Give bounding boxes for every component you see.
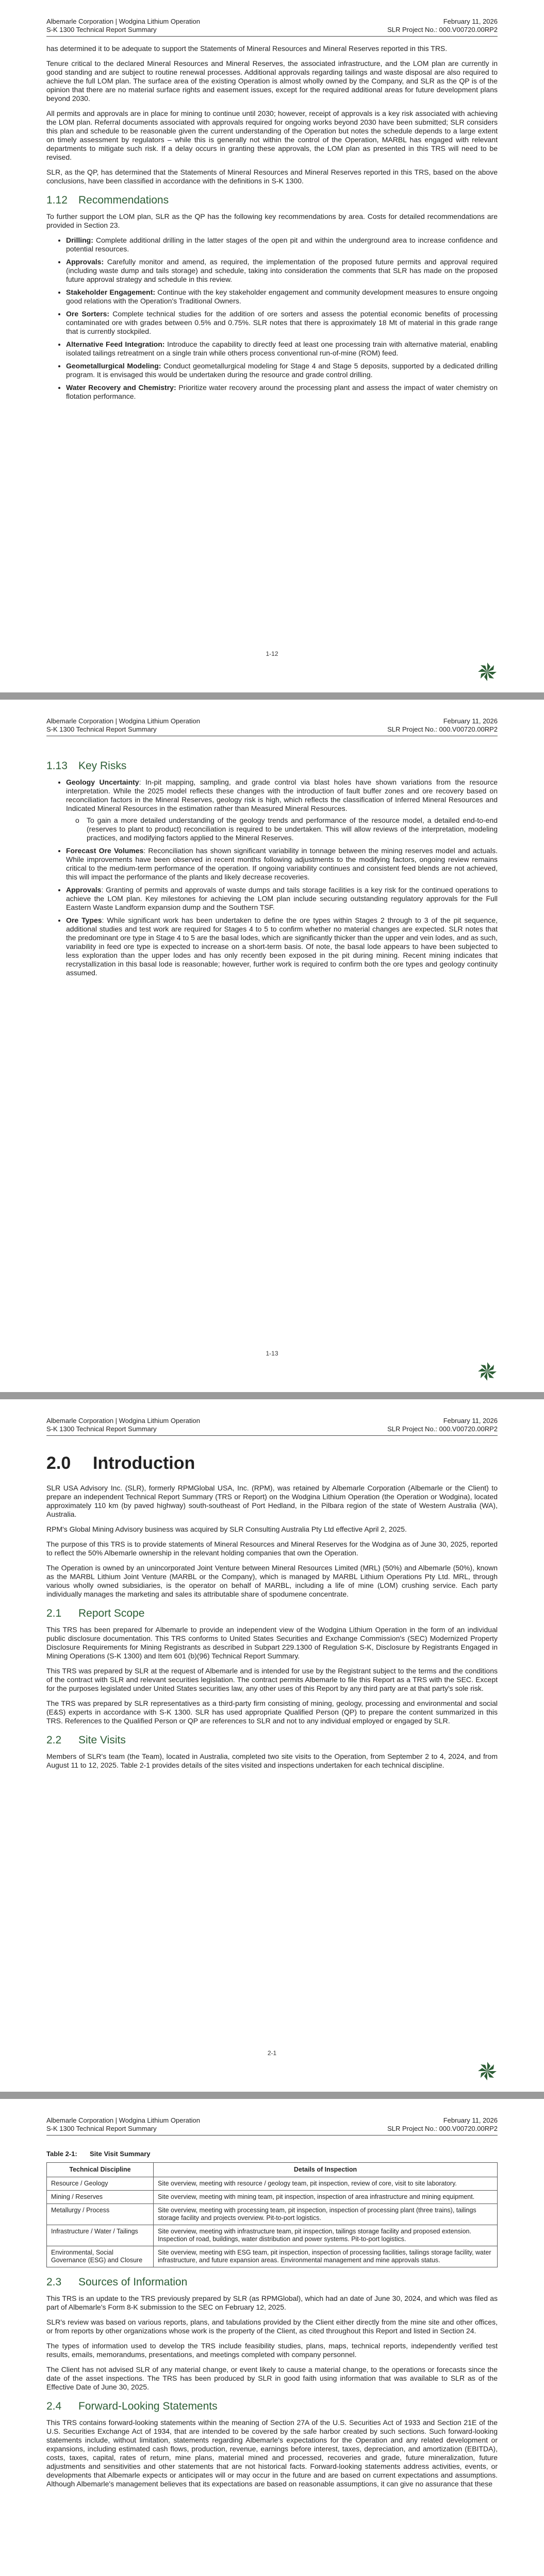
header-company: Albemarle Corporation | Wodgina Lithium Operation xyxy=(46,1417,200,1425)
table-caption: Table 2-1: Site Visit Summary xyxy=(46,2150,151,2158)
chapter-heading: 2.0 Introduction xyxy=(46,1453,195,1473)
page-body xyxy=(46,44,498,406)
paragraph: This TRS is an update to the TRS previously prepared by SLR (as RPMGlobal), which had an date of June 30, 2024, and which was filed as part of Albemarle's Form 8-K submission to the SEC on February 12, 2025. xyxy=(46,2294,498,2311)
list-item: • Ore Types: While significant work has been undertaken to define the ore types within Stages 2 through to 3 of the pit sequence, additional studies and test work are required for Stages 4 to 5 to confirm whether no material changes are expected. SLR notes that the predominant ore type in Stage 4 to 5 are the basal lodes, which are significantly thicker than the upper and vein lodes, and as such, variability in feed ore type is expected to increase on a short-term basis. Of note, the basal lode appears to have been subjected to less exploration than the upper lodes and has only recently been exposed in the pit during mining. Recent mining indicates that recrystallization in this basal lode is reasonable; however, further work is required to confirm both the ore types and geology continuity assumed. xyxy=(66,916,498,977)
section-heading: 2.4 Forward-Looking Statements xyxy=(46,2400,218,2412)
page-body xyxy=(46,751,498,982)
header-date: February 11, 2026 xyxy=(443,2116,498,2124)
list-item: • Approvals: Carefully monitor and amend, as required, the implementation of the proposed future permits and approval required (including waste dump and tails storage) and schedule, taking into consideration the comments that SLR has made on the proposed future approval strategy and schedule in this review. xyxy=(66,258,498,284)
list-item: • Forecast Ore Volumes: Reconciliation has shown significant variability in tonnage between the mining reserves model and actuals. While improvements have been observed in recent months following adjustments to the modifying factors, ongoing review remains critical to the medium-term performance of the operation. If ongoing variability continues and consistent feed blends are not achieved, this will impact the performance of the plants and likely decrease recoveries. xyxy=(66,846,498,882)
paragraph: SLR's review was based on various reports, plans, and tabulations provided by the Client either directly from the mine site and other offices, or from reports by other organizations whose work is the property of the Client, as cited throughout this Report and listed in Section 24. xyxy=(46,2318,498,2335)
page-body xyxy=(46,1453,498,1776)
paragraph: The purpose of this TRS is to provide statements of Mineral Resources and Mineral Reserves for the Wodgina as of June 30, 2025, reported to reflect the 50% Albemarle ownership in the relevant holding companies that own the Operation. xyxy=(46,1540,498,1557)
paragraph: Tenure critical to the declared Mineral Resources and Mineral Reserves, the associated infrastructure, and the LOM plan are currently in good standing and are subject to routine renewal processes. Additional approvals regarding tailings and waste disposal are also required to achieve the full LOM plan. The surface area of the existing Operation is almost wholly owned by the Company, and SLR as the QP is of the opinion that there are no material surface rights and easement issues, except for the required additional areas for future development plans beyond 2030. xyxy=(46,59,498,103)
header-date: February 11, 2026 xyxy=(443,717,498,725)
header-company: Albemarle Corporation | Wodgina Lithium Operation xyxy=(46,18,200,25)
list-item: • Drilling: Complete additional drilling in the latter stages of the open pit and within the underground area to increase confidence and potential resources. xyxy=(66,236,498,253)
paragraph: All permits and approvals are in place for mining to continue until 2030; however, receipt of approvals is a key risk associated with achieving the LOM plan. Referral documents associated with approvals required for ongoing works beyond 2030 have been submitted; SLR considers this plan and schedule to be reasonable given the current understanding of the Operation but notes the schedule depends to a large extent on timely assessment by regulators – while this is generally not within the control of the Operation, MARBL has engaged with relevant departments to mitigate such risk. If a delay occurs in granting these approvals, the LOM plan as presented in this TRS will need to be revised. xyxy=(46,109,498,161)
header-date: February 11, 2026 xyxy=(443,18,498,25)
risks-list xyxy=(46,778,498,977)
section-heading: 2.1 Report Scope xyxy=(46,1607,145,1619)
header-company: Albemarle Corporation | Wodgina Lithium Operation xyxy=(46,717,200,725)
list-item: • Geology Uncertainty: In-pit mapping, sampling, and grade control via blast holes have shown variations from the resource interpretation. While the 2025 model reflects these changes with the introduction of fault buffer zones and ore recovery based on reconciliation factors in the Mineral Reserves, geology risk is high, which reflects the classification of Inferred Mineral Resources and Indicated Mineral Resources in the estimation rather than Measured Mineral Resources. o To gain a more detailed understanding of the geology trends and performance of the resource model, a detailed end-to-end (reserves to plant to product) reconciliation is required to be undertaken. This will allow reviews of the interpretation, modeling practices, and modifying factors applied to the Mineral Reserves. xyxy=(66,778,498,842)
paragraph: This TRS has been prepared for Albemarle to provide an independent view of the Wodgina Lithium Operation in the form of an individual public disclosure documentation. This TRS conforms to United States Securities and Exchange Commission's (SEC) Modernized Property Disclosure Requirements for Mining Registrants as described in Subpart 229.1300 of Regulation S-K, Disclosure by Registrants Engaged in Mining Operations (S-K 1300) and Item 601 (b)(96) Technical Report Summary. xyxy=(46,1625,498,1660)
page-1 xyxy=(0,0,544,692)
page-number: 2-1 xyxy=(267,2049,277,2057)
header-report: S-K 1300 Technical Report Summary xyxy=(46,725,157,733)
paragraph: This TRS contains forward-looking statements within the meaning of Section 27A of the U.S. Securities Act of 1933 and Section 21E of the U.S. Securities Exchange Act of 1934, that are intended to be covered by the safe harbor created by such sections. Such forward-looking statements include, without limitation, statements regarding Albemarle's expectations for the Operation and any related development or expansions, including estimated cash flows, production, revenue, earnings before interest, taxes, depreciation, and amortization (EBITDA), costs, taxes, capital, rates of return, mine plans, material mined and processed, recoveries and grade, future mineralization, future adjustments and sensitivities and other statements that are not historical facts. Forward-looking statements address activities, events, or developments that Albemarle expects or anticipates will or may occur in the future and are based on current expectations and assumptions. Although Albemarle's management believes that its expectations are based on reasonable assumptions, it can give no assurance that these xyxy=(46,2418,498,2488)
recommendations-list xyxy=(46,236,498,401)
table-row: Resource / Geology Site overview, meeting with resource / geology team, pit inspection, review of core, visit to site laboratory. xyxy=(47,2177,498,2191)
table-row: Environmental, Social Governance (ESG) and Closure Site overview, meeting with ESG team, pit inspection, inspection of processing facilities, tailings storage facility, water infrastructure, and future expansion areas. Environmental management and mine approvals status. xyxy=(47,2246,498,2267)
list-item: • Ore Sorters: Complete technical studies for the addition of ore sorters and assess the potential economic benefits of processing contaminated ore with grades between 0.5% and 0.75%. SLR notes that there is approximately 18 Mt of material in this grade range that is currently stockpiled. xyxy=(66,310,498,336)
header-project: SLR Project No.: 000.V00720.00RP2 xyxy=(387,26,498,33)
paragraph: The Client has not advised SLR of any material change, or event likely to cause a material change, to the operations or forecasts since the date of the asset inspections. The TRS has been produced by SLR in good faith using information that was available to SLR as of the Effective Date of June 30, 2025. xyxy=(46,2365,498,2391)
site-visit-table xyxy=(46,2162,498,2267)
paragraph: Members of SLR's team (the Team), located in Australia, completed two site visits to the Operation, from September 2 to 4, 2024, and from August 11 to 12, 2025. Table 2-1 provides details of the sites visited and inspections undertaken for each technical discipline. xyxy=(46,1752,498,1769)
page-2 xyxy=(0,700,544,1392)
header-divider xyxy=(46,2135,498,2136)
list-item: • Approvals: Granting of permits and approvals of waste dumps and tails storage facilities is a key risk for the continued operations to achieve the LOM plan. Key milestones for achieving the LOM plan include securing outstanding regulatory approvals for the Full Eastern Waste Landform expansion dump and the Southern TSF. xyxy=(66,886,498,912)
section-heading: 2.2 Site Visits xyxy=(46,1734,126,1746)
header-project: SLR Project No.: 000.V00720.00RP2 xyxy=(387,1425,498,1433)
paragraph: This TRS was prepared by SLR at the request of Albemarle and is intended for use by the Registrant subject to the terms and the conditions of the contract with SLR and relevant securities legislation. The contract permits Albemarle to file this Report as a TRS with the SEC. Except for the purposes legislated under United States securities law, any other uses of this Report by any third party are at that party's sole risk. xyxy=(46,1667,498,1692)
paragraph: The TRS was prepared by SLR representatives as a third-party firm consisting of mining, geology, processing and environmental and social (E&S) experts in accordance with S-K 1300. SLR has used appropriate Qualified Person (QP) to prepare the content summarized in this TRS. References to the Qualified Person or QP are references to SLR and not to any individual employed or engaged by SLR. xyxy=(46,1699,498,1725)
paragraph: SLR, as the QP, has determined that the Statements of Mineral Resources and Mineral Reserves reported in this TRS, based on the above conclusions, have been classified in accordance with the definitions in S-K 1300. xyxy=(46,168,498,185)
slr-pinwheel-icon xyxy=(477,662,498,682)
header-divider xyxy=(46,1435,498,1436)
list-item: • Water Recovery and Chemistry: Prioritize water recovery around the processing plant and assess the impact of water chemistry on flotation performance. xyxy=(66,383,498,401)
slr-pinwheel-icon xyxy=(477,2061,498,2081)
paragraph: The Operation is owned by an unincorporated Joint Venture between Mineral Resources Limited (MRL) (50%) and Albemarle (50%), known as the MARBL Lithium Joint Venture (MARBL or the Company), which is managed by MARBL Lithium Operations Pty Ltd. MRL, through various wholly owned subsidiaries, is the operator on behalf of MARBL, including a life of mine (LOM) crushing service. Each party individually manages the marketing and sales its attributable share of spodumene concentrate. xyxy=(46,1564,498,1598)
header-company: Albemarle Corporation | Wodgina Lithium Operation xyxy=(46,2116,200,2124)
table-row: Infrastructure / Water / Tailings Site overview, meeting with infrastructure team, pit inspection, tailings storage facility and proposed extension. Inspection of road, buildings, water distribution and power systems. Pit-to-port logistics. xyxy=(47,2225,498,2246)
section-heading: 2.3 Sources of Information xyxy=(46,2276,188,2288)
header-project: SLR Project No.: 000.V00720.00RP2 xyxy=(387,2125,498,2132)
sub-list-item: o To gain a more detailed understanding of the geology trends and performance of the resource model, a detailed end-to-end (reserves to plant to product) reconciliation is required to be undertaken. This will allow reviews of the interpretation, modeling practices, and modifying factors applied to the Mineral Reserves. xyxy=(87,816,498,842)
paragraph: SLR USA Advisory Inc. (SLR), formerly RPMGlobal USA, Inc. (RPM), was retained by Albemarle Corporation (Albemarle or the Client) to prepare an independent Technical Report Summary (TRS or Report) on the Wodgina Lithium Operation (the Operation or Wodgina), located approximately 110 km (by paved highway) south-southeast of Port Hedland, in the Pilbara region of the state of Western Australia (WA), Australia. xyxy=(46,1484,498,1518)
slr-pinwheel-icon xyxy=(477,1361,498,1382)
page-3 xyxy=(0,1399,544,2092)
header-report: S-K 1300 Technical Report Summary xyxy=(46,2125,157,2132)
header-report: S-K 1300 Technical Report Summary xyxy=(46,1425,157,1433)
page-body xyxy=(46,2149,498,2495)
paragraph: To further support the LOM plan, SLR as the QP has the following key recommendations by area. Costs for detailed recommendations are provided in Section 23. xyxy=(46,212,498,229)
paragraph: The types of information used to develop the TRS include feasibility studies, plans, maps, technical reports, independently verified test results, emails, memorandums, presentations, and meetings completed with company personnel. xyxy=(46,2342,498,2359)
list-item: • Alternative Feed Integration: Introduce the capability to directly feed at least one processing train with alternative material, enabling isolated tailings retreatment on a single train while others process conventional run-of-mine (ROM) feed. xyxy=(66,340,498,358)
table-row: Mining / Reserves Site overview, meeting with mining team, pit inspection, inspection of area infrastructure and mining equipment. xyxy=(47,2191,498,2204)
paragraph: RPM's Global Mining Advisory business was acquired by SLR Consulting Australia Pty Ltd effective April 2, 2025. xyxy=(46,1525,407,1533)
section-heading: 1.12 Recommendations xyxy=(46,194,169,206)
list-item: • Stakeholder Engagement: Continue with the key stakeholder engagement and community development measures to ensure ongoing good relations with the Operation's Traditional Owners. xyxy=(66,288,498,306)
header-report: S-K 1300 Technical Report Summary xyxy=(46,26,157,33)
list-item: • Geometallurgical Modeling: Conduct geometallurgical modeling for Stage 4 and Stage 5 deposits, supported by a dedicated drilling program. It is envisaged this would be undertaken during the resource and grade control drilling. xyxy=(66,362,498,379)
header-date: February 11, 2026 xyxy=(443,1417,498,1425)
table-header-row: Technical Discipline Details of Inspection xyxy=(47,2163,498,2177)
section-heading: 1.13 Key Risks xyxy=(46,760,127,772)
header-divider xyxy=(46,36,498,37)
page-number: 1-13 xyxy=(266,1350,278,1357)
paragraph: has determined it to be adequate to support the Statements of Mineral Resources and Mineral Reserves reported in this TRS. xyxy=(46,44,448,53)
header-project: SLR Project No.: 000.V00720.00RP2 xyxy=(387,725,498,733)
page-number: 1-12 xyxy=(266,650,278,657)
sub-list xyxy=(66,816,498,842)
page-4 xyxy=(0,2099,544,2576)
table-row: Metallurgy / Process Site overview, meeting with processing team, pit inspection, inspection of processing plant (three trains), tailings storage facility and projects overview. Pit-to-port logistics. xyxy=(47,2204,498,2225)
